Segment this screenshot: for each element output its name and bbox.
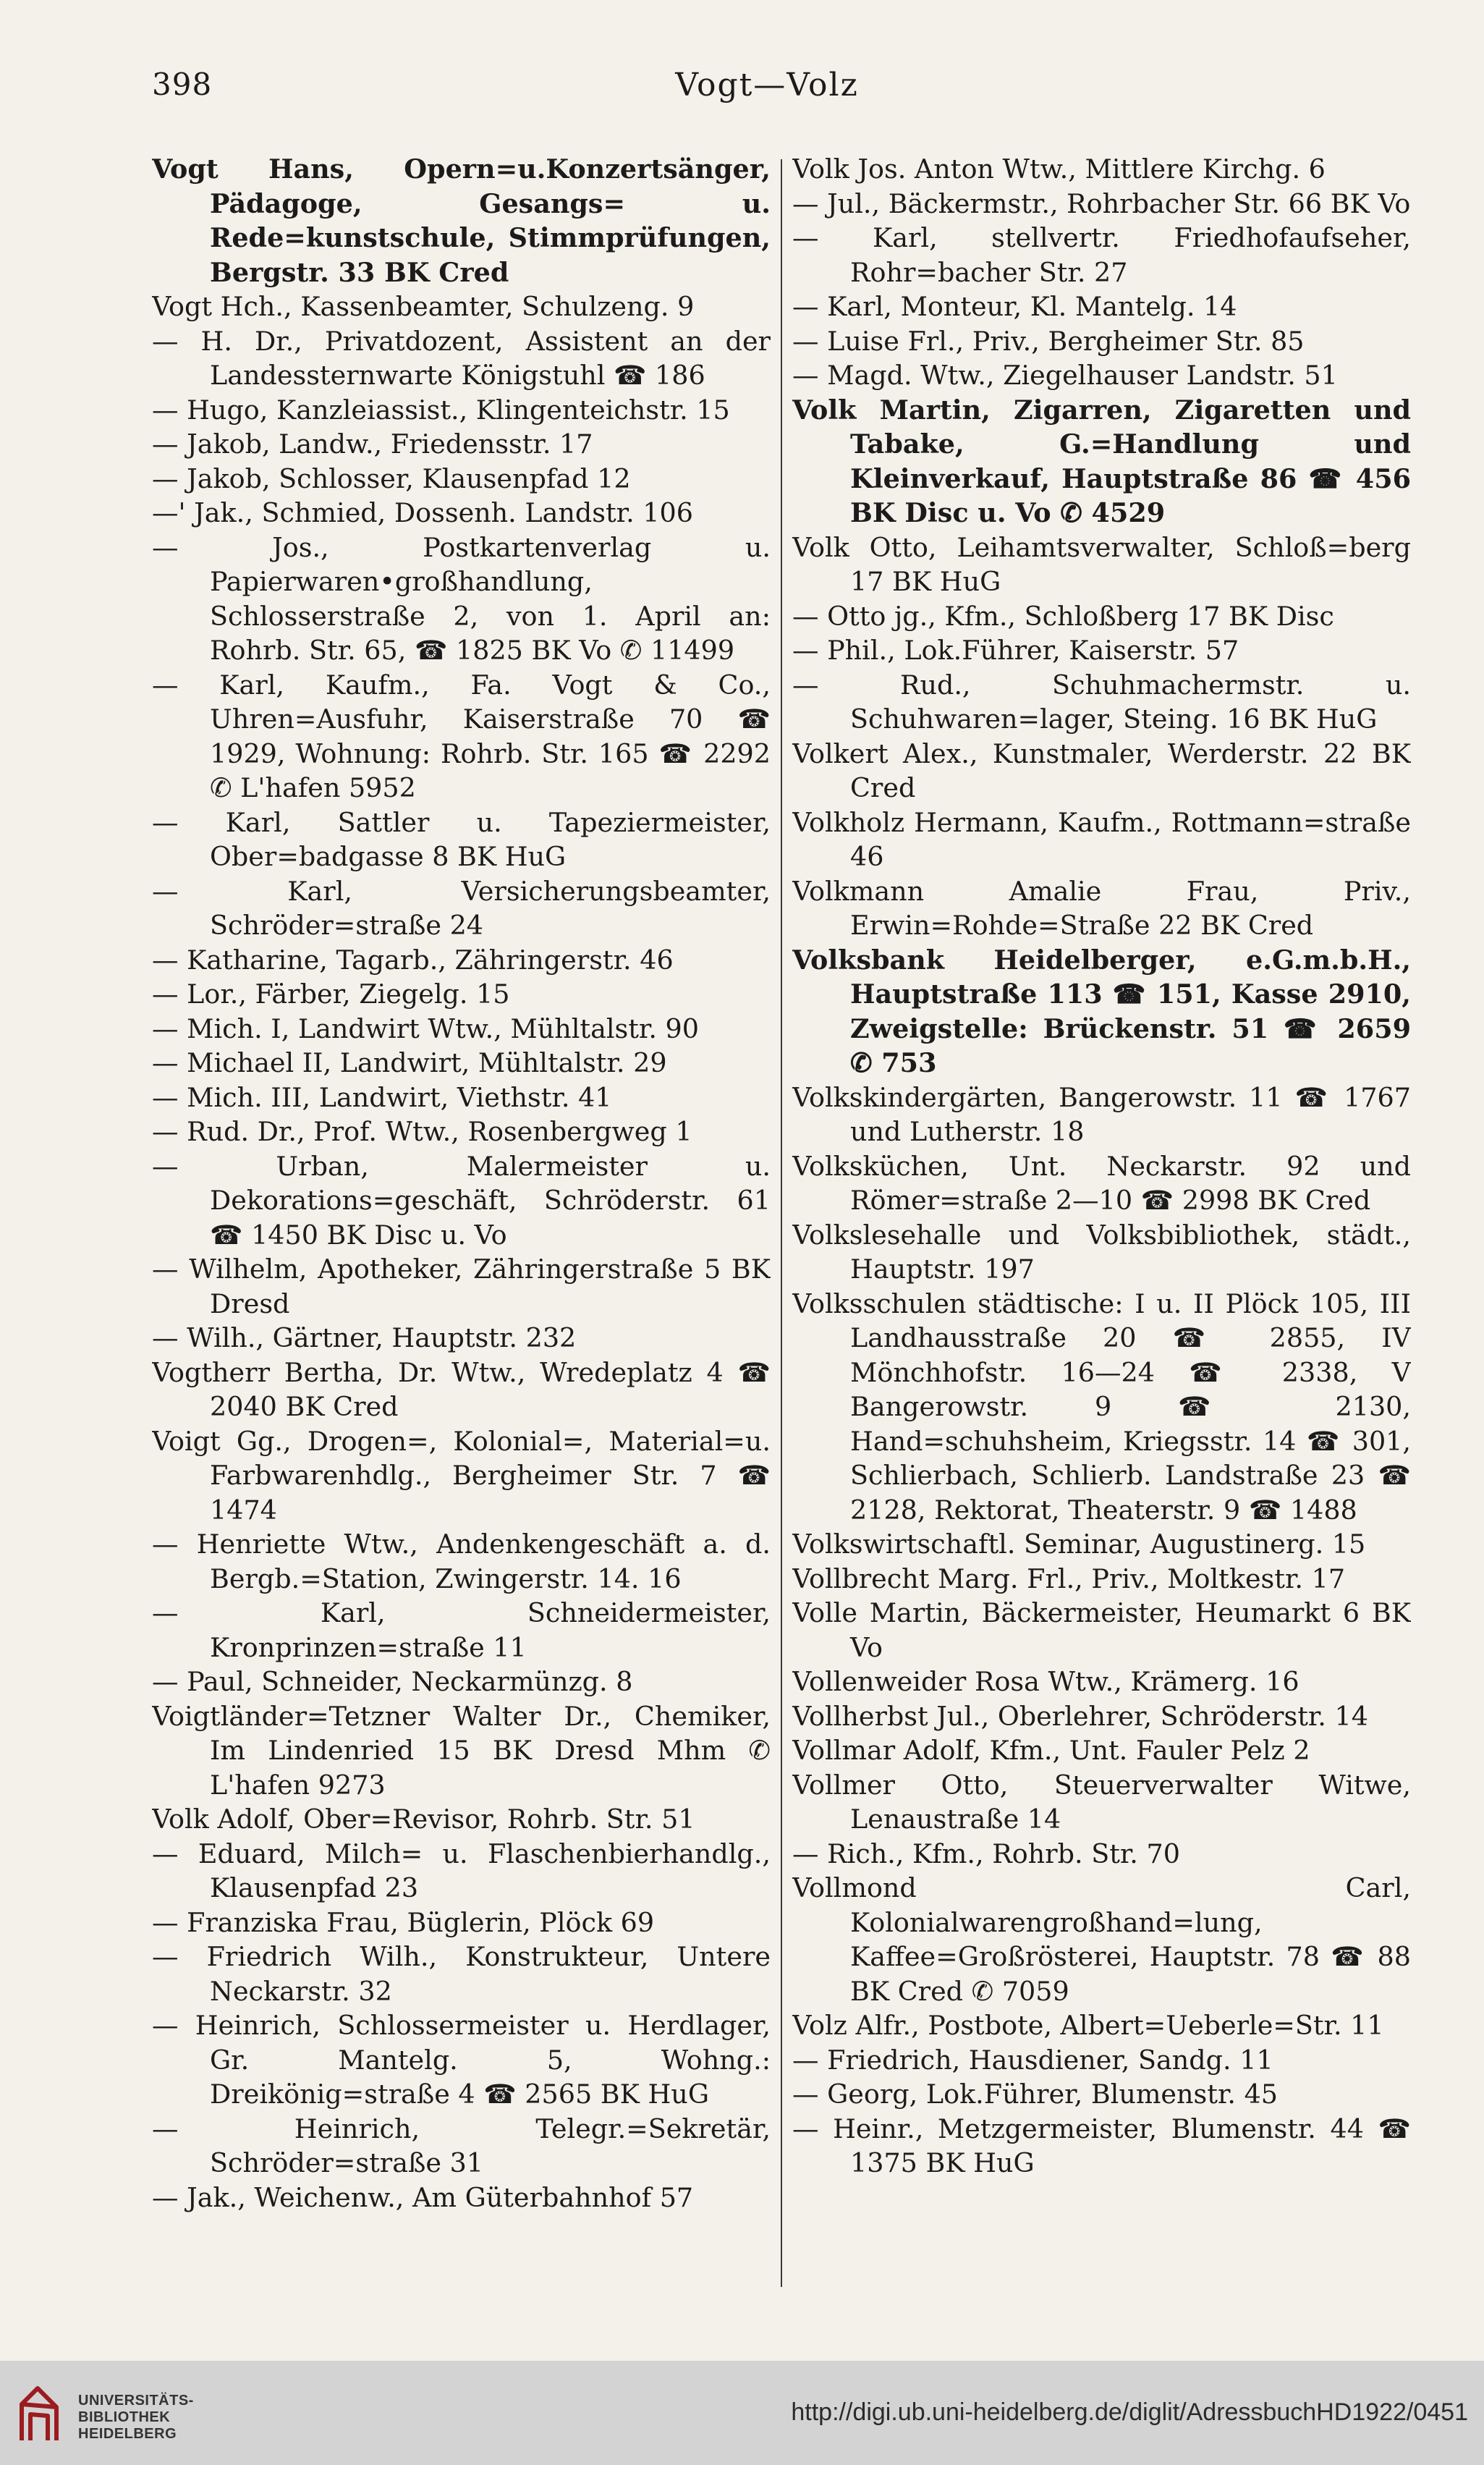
directory-entry: — Karl, Sattler u. Tapeziermeister, Ober=badgasse 8 BK HuG (152, 806, 771, 872)
directory-entry: — H. Dr., Privatdozent, Assistent an der Landessternwarte Königstuhl ☎ 186 (152, 325, 771, 391)
directory-entry: —' Jak., Schmied, Dossenh. Landstr. 106 (152, 497, 693, 528)
directory-entry: Vogt Hch., Kassenbeamter, Schulzeng. 9 (152, 291, 695, 322)
library-name (78, 2393, 194, 2443)
directory-entry: Volk Jos. Anton Wtw., Mittlere Kirchg. 6 (792, 153, 1326, 185)
directory-entry: — Karl, Versicherungsbeamter, Schröder=straße 24 (152, 875, 771, 941)
directory-entry: Vogtherr Bertha, Dr. Wtw., Wredeplatz 4 ☎ 2040 BK Cred (152, 1356, 771, 1422)
directory-entry: — Karl, Schneidermeister, Kronprinzen=straße 11 (152, 1597, 771, 1663)
library-name-line: BIBLIOTHEK (78, 2409, 171, 2425)
directory-entry: Volk Otto, Leihamtsverwalter, Schloß=berg 17 BK HuG (792, 531, 1411, 597)
directory-entry: — Jakob, Schlosser, Klausenpfad 12 (152, 462, 631, 494)
directory-entry: — Heinrich, Telegr.=Sekretär, Schröder=straße 31 (152, 2113, 771, 2178)
directory-entry: — Michael II, Landwirt, Mühltalstr. 29 (152, 1047, 667, 1078)
directory-entry: — Georg, Lok.Führer, Blumenstr. 45 (792, 2079, 1279, 2110)
directory-entry: — Friedrich, Hausdiener, Sandg. 11 (792, 2044, 1273, 2076)
library-name-line: UNIVERSITÄTS- (78, 2393, 194, 2409)
directory-entry: Volkert Alex., Kunstmaler, Werderstr. 22 BK Cred (792, 737, 1411, 803)
directory-entry: Vollmer Otto, Steuerverwalter Witwe, Lenaustraße 14 (792, 1769, 1411, 1835)
directory-entry: Volkholz Hermann, Kaufm., Rottmann=straße 46 (792, 806, 1411, 872)
left-column (152, 152, 771, 2294)
directory-entry: — Henriette Wtw., Andenkengeschäft a. d. Bergb.=Station, Zwingerstr. 14. 16 (152, 1529, 771, 1594)
directory-entry: — Friedrich Wilh., Konstrukteur, Untere Neckarstr. 32 (152, 1941, 771, 2007)
directory-entry: — Mich. I, Landwirt Wtw., Mühltalstr. 90 (152, 1012, 699, 1044)
directory-entry: — Jos., Postkartenverlag u. Papierwaren•großhandlung, Schlosserstraße 2, von 1. April an: Rohrb. Str. 65, ☎ 1825 BK Vo ✆ 11499 (152, 531, 771, 666)
directory-entry: — Jak., Weichenw., Am Güterbahnhof 57 (152, 2181, 694, 2213)
source-url[interactable]: http://digi.ub.uni-heidelberg.de/diglit/AdressbuchHD1922/0451 (791, 2398, 1468, 2426)
directory-entry: Volksbank Heidelberger, e.G.m.b.H., Hauptstraße 113 ☎ 151, Kasse 2910, Zweigstelle: Brückenstr. 51 ☎ 2659 ✆ 753 (792, 944, 1411, 1078)
directory-entry: — Heinr., Metzgermeister, Blumenstr. 44 ☎ 1375 BK HuG (792, 2113, 1411, 2178)
directory-entry: Voigt Gg., Drogen=, Kolonial=, Material=u. Farbwarenhdlg., Bergheimer Str. 7 ☎ 1474 (152, 1425, 771, 1526)
directory-columns (152, 152, 1411, 2294)
directory-entry: — Rud., Schuhmachermstr. u. Schuhwaren=lager, Steing. 16 BK HuG (792, 669, 1411, 735)
directory-entry: — Wilhelm, Apotheker, Zähringerstraße 5 BK Dresd (152, 1253, 771, 1319)
directory-entry: — Paul, Schneider, Neckarmünzg. 8 (152, 1666, 633, 1697)
directory-entry: Volz Alfr., Postbote, Albert=Ueberle=Str. 11 (792, 2010, 1384, 2041)
directory-entry: — Luise Frl., Priv., Bergheimer Str. 85 (792, 325, 1305, 357)
directory-entry: Volk Adolf, Ober=Revisor, Rohrb. Str. 51 (152, 1804, 695, 1835)
directory-entry: — Katharine, Tagarb., Zähringerstr. 46 (152, 944, 674, 976)
directory-entry: — Rich., Kfm., Rohrb. Str. 70 (792, 1838, 1180, 1869)
university-logo-icon (16, 2382, 62, 2445)
directory-entry: — Eduard, Milch= u. Flaschenbierhandlg., Klausenpfad 23 (152, 1838, 771, 1903)
directory-entry: — Wilh., Gärtner, Hauptstr. 232 (152, 1322, 577, 1353)
directory-entry: — Magd. Wtw., Ziegelhauser Landstr. 51 (792, 360, 1338, 391)
directory-entry: — Lor., Färber, Ziegelg. 15 (152, 978, 510, 1010)
directory-entry: — Hugo, Kanzleiassist., Klingenteichstr. 15 (152, 394, 730, 426)
directory-entry: — Karl, Monteur, Kl. Mantelg. 14 (792, 291, 1237, 322)
directory-entry: Vollmond Carl, Kolonialwarengroßhand=lung, Kaffee=Großrösterei, Hauptstr. 78 ☎ 88 BK Cred ✆ 7059 (792, 1872, 1411, 2007)
directory-entry: Vollherbst Jul., Oberlehrer, Schröderstr. 14 (792, 1700, 1368, 1732)
directory-entry: Vollbrecht Marg. Frl., Priv., Moltkestr. 17 (792, 1563, 1346, 1594)
directory-entry: — Karl, stellvertr. Friedhofaufseher, Rohr=bacher Str. 27 (792, 222, 1411, 288)
directory-entry: — Heinrich, Schlossermeister u. Herdlager, Gr. Mantelg. 5, Wohng.: Dreikönig=straße 4 ☎ 2565 BK HuG (152, 2010, 771, 2110)
footer-bar (0, 2361, 1484, 2465)
directory-entry: — Phil., Lok.Führer, Kaiserstr. 57 (792, 635, 1239, 666)
page-number: 398 (152, 67, 213, 102)
directory-entry: Volkskindergärten, Bangerowstr. 11 ☎ 1767 und Lutherstr. 18 (792, 1081, 1411, 1147)
directory-entry: Voigtländer=Tetzner Walter Dr., Chemiker, Im Lindenried 15 BK Dresd Mhm ✆ L'hafen 9273 (152, 1700, 771, 1801)
directory-entry: Vollmar Adolf, Kfm., Unt. Fauler Pelz 2 (792, 1735, 1310, 1766)
directory-entry: Volksküchen, Unt. Neckarstr. 92 und Römer=straße 2—10 ☎ 2998 BK Cred (792, 1150, 1411, 1216)
directory-entry: Volkswirtschaftl. Seminar, Augustinerg. 15 (792, 1529, 1366, 1560)
directory-entry: Vollenweider Rosa Wtw., Krämerg. 16 (792, 1666, 1299, 1697)
directory-entry: — Mich. III, Landwirt, Viethstr. 41 (152, 1081, 612, 1113)
directory-entry: — Urban, Malermeister u. Dekorations=geschäft, Schröderstr. 61 ☎ 1450 BK Disc u. Vo (152, 1150, 771, 1251)
page-header (152, 67, 1382, 117)
column-divider (781, 159, 782, 2287)
right-column (792, 152, 1411, 2294)
directory-entry: — Otto jg., Kfm., Schloßberg 17 BK Disc (792, 600, 1334, 632)
directory-entry: Volkslesehalle und Volksbibliothek, städt., Hauptstr. 197 (792, 1219, 1411, 1285)
directory-entry: Volksschulen städtische: I u. II Plöck 105, III Landhausstraße 20 ☎ 2855, IV Mönchhofstr. 16—24 ☎ 2338, V Bangerowstr. 9 ☎ 2130, Hand=schuhsheim, Kriegsstr. 14 ☎ 301, Schlierbach, Schlierb. Landstraße 23 ☎ 2128, Rektorat, Theaterstr. 9 ☎ 1488 (792, 1288, 1411, 1526)
directory-entry: Volle Martin, Bäckermeister, Heumarkt 6 BK Vo (792, 1597, 1411, 1663)
directory-entry: Volkmann Amalie Frau, Priv., Erwin=Rohde=Straße 22 BK Cred (792, 875, 1411, 941)
directory-entry: — Rud. Dr., Prof. Wtw., Rosenbergweg 1 (152, 1116, 692, 1147)
directory-entry: — Franziska Frau, Büglerin, Plöck 69 (152, 1906, 655, 1938)
directory-entry: Volk Martin, Zigarren, Zigaretten und Tabake, G.=Handlung und Kleinverkauf, Hauptstraße 86 ☎ 456 BK Disc u. Vo ✆ 4529 (792, 394, 1411, 528)
directory-entry: — Jakob, Landw., Friedensstr. 17 (152, 428, 593, 460)
directory-entry: — Jul., Bäckermstr., Rohrbacher Str. 66 BK Vo (792, 187, 1411, 219)
running-head: Vogt—Volz (675, 67, 859, 103)
directory-entry: — Karl, Kaufm., Fa. Vogt & Co., Uhren=Ausfuhr, Kaiserstraße 70 ☎ 1929, Wohnung: Rohrb. Str. 165 ☎ 2292 ✆ L'hafen 5952 (152, 669, 771, 803)
library-name-line: HEIDELBERG (78, 2426, 177, 2442)
directory-entry: Vogt Hans, Opern=u.Konzertsänger, Pädagoge, Gesangs= u. Rede=kunstschule, Stimmprüfungen, Bergstr. 33 BK Cred (152, 153, 771, 288)
